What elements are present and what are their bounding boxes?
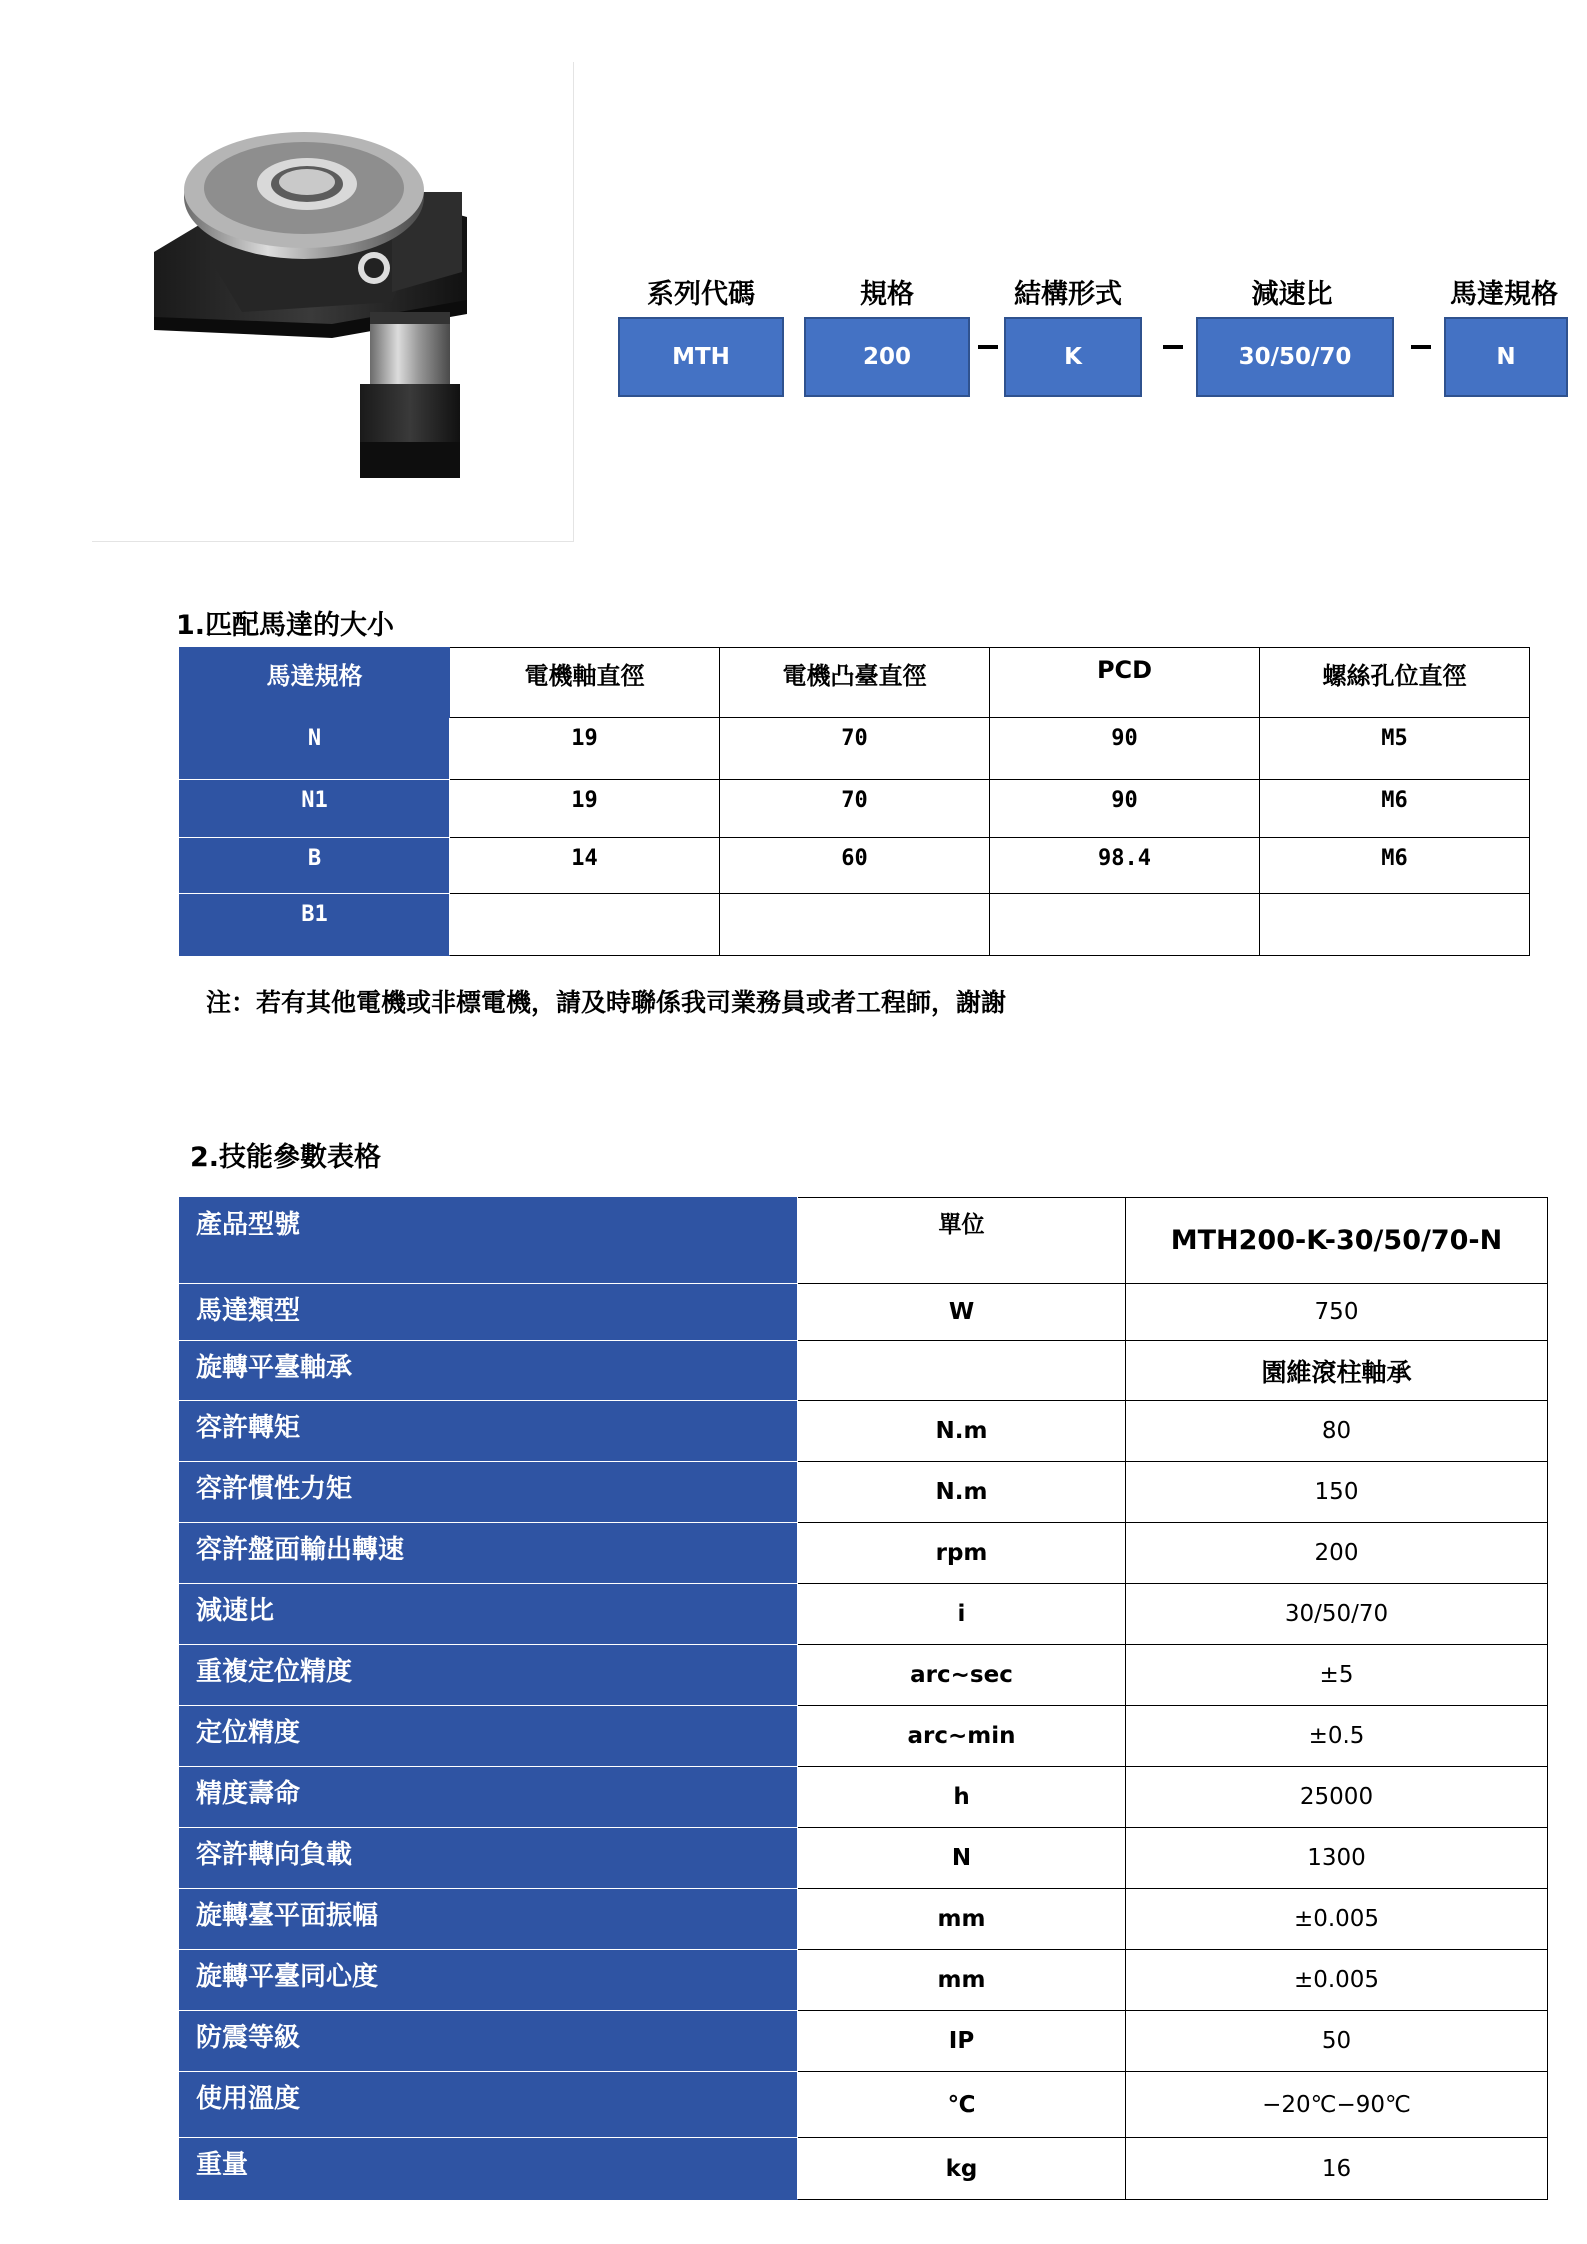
cell-shaft: 19 <box>450 718 720 780</box>
spec-unit: rpm <box>798 1523 1126 1584</box>
cell-screw: M6 <box>1260 838 1530 894</box>
row-motor-spec: B <box>180 838 450 894</box>
spec-value: ±0.5 <box>1126 1706 1548 1767</box>
cell-shaft: 14 <box>450 838 720 894</box>
header-motor-spec: 馬達規格 <box>180 648 450 718</box>
spec-table <box>179 1197 1548 2200</box>
cell-shaft: 19 <box>450 780 720 838</box>
spec-unit: W <box>798 1284 1126 1341</box>
spec-unit: arc~sec <box>798 1645 1126 1706</box>
code-box-ratio: 30/50/70 <box>1196 317 1394 397</box>
spec-unit: i <box>798 1584 1126 1645</box>
spec-value: 25000 <box>1126 1767 1548 1828</box>
spec-unit: h <box>798 1767 1126 1828</box>
spec-unit: ℃ <box>798 2072 1126 2138</box>
table-row <box>180 1950 1548 2011</box>
spec-name: 旋轉臺平面振幅 <box>180 1889 798 1950</box>
spec-value: −20℃−90℃ <box>1126 2072 1548 2138</box>
header-unit: 單位 <box>798 1198 1126 1284</box>
row-motor-spec: B1 <box>180 894 450 956</box>
row-motor-spec: N <box>180 718 450 780</box>
table-row <box>180 1284 1548 1341</box>
spec-name: 定位精度 <box>180 1706 798 1767</box>
table-row <box>180 2011 1548 2072</box>
row-motor-spec: N1 <box>180 780 450 838</box>
cell-pcd: 90 <box>990 780 1260 838</box>
spec-value: 1300 <box>1126 1828 1548 1889</box>
spec-value: 150 <box>1126 1462 1548 1523</box>
cell-screw: M5 <box>1260 718 1530 780</box>
cell-shaft <box>450 894 720 956</box>
motor-size-table <box>179 647 1530 956</box>
section2-title: 2.技能參數表格 <box>190 1142 382 1173</box>
table-row <box>180 1584 1548 1645</box>
spec-value: ±0.005 <box>1126 1950 1548 2011</box>
table-row <box>180 718 1530 780</box>
spec-unit: kg <box>798 2138 1126 2200</box>
cell-boss: 70 <box>720 780 990 838</box>
spec-name: 減速比 <box>180 1584 798 1645</box>
spec-value: 750 <box>1126 1284 1548 1341</box>
header-product-model: 產品型號 <box>180 1198 798 1284</box>
spec-unit: IP <box>798 2011 1126 2072</box>
section1-title: 1.匹配馬達的大小 <box>176 610 395 641</box>
spec-unit: N.m <box>798 1462 1126 1523</box>
spec-value: 園維滾柱軸承 <box>1126 1341 1548 1401</box>
spec-value: 16 <box>1126 2138 1548 2200</box>
table-row <box>180 1828 1548 1889</box>
code-dash <box>978 345 998 349</box>
code-box-spec: 200 <box>804 317 970 397</box>
code-dash <box>1163 345 1183 349</box>
cell-boss: 70 <box>720 718 990 780</box>
spec-value: 80 <box>1126 1401 1548 1462</box>
table-row <box>180 780 1530 838</box>
header-screw-diameter: 螺絲孔位直徑 <box>1260 648 1530 718</box>
spec-unit: mm <box>798 1889 1126 1950</box>
table-header-row <box>180 648 1530 718</box>
code-label-series: 系列代碼 <box>647 279 755 310</box>
code-box-motor: N <box>1444 317 1568 397</box>
spec-unit: arc~min <box>798 1706 1126 1767</box>
code-label-ratio: 減速比 <box>1251 279 1333 310</box>
table-row <box>180 2072 1548 2138</box>
spec-value: ±5 <box>1126 1645 1548 1706</box>
spec-name: 旋轉平臺同心度 <box>180 1950 798 2011</box>
cell-boss <box>720 894 990 956</box>
spec-name: 防震等級 <box>180 2011 798 2072</box>
table-row <box>180 2138 1548 2200</box>
table-row <box>180 1462 1548 1523</box>
spec-value: 200 <box>1126 1523 1548 1584</box>
spec-value: ±0.005 <box>1126 1889 1548 1950</box>
header-model-number: MTH200-K-30/50/70-N <box>1126 1198 1548 1284</box>
spec-value: 50 <box>1126 2011 1548 2072</box>
spec-name: 精度壽命 <box>180 1767 798 1828</box>
spec-name: 重複定位精度 <box>180 1645 798 1706</box>
table-row <box>180 1889 1548 1950</box>
spec-unit: mm <box>798 1950 1126 2011</box>
cell-pcd: 98.4 <box>990 838 1260 894</box>
table-row <box>180 894 1530 956</box>
table-row <box>180 1523 1548 1584</box>
code-box-structure: K <box>1004 317 1142 397</box>
spec-name: 容許盤面輸出轉速 <box>180 1523 798 1584</box>
spec-name: 容許轉向負載 <box>180 1828 798 1889</box>
cell-pcd: 90 <box>990 718 1260 780</box>
header-shaft-diameter: 電機軸直徑 <box>450 648 720 718</box>
product-image <box>92 62 574 542</box>
table-row <box>180 1706 1548 1767</box>
spec-name: 重量 <box>180 2138 798 2200</box>
spec-unit: N <box>798 1828 1126 1889</box>
code-label-motor: 馬達規格 <box>1450 279 1558 310</box>
table-row <box>180 1767 1548 1828</box>
code-label-structure: 結構形式 <box>1014 279 1122 310</box>
cell-screw <box>1260 894 1530 956</box>
spec-name: 容許轉矩 <box>180 1401 798 1462</box>
table-row <box>180 838 1530 894</box>
table-row <box>180 1341 1548 1401</box>
spec-unit: N.m <box>798 1401 1126 1462</box>
spec-value: 30/50/70 <box>1126 1584 1548 1645</box>
code-dash <box>1411 345 1431 349</box>
table-row <box>180 1401 1548 1462</box>
spec-name: 馬達類型 <box>180 1284 798 1341</box>
spec-header-row <box>180 1198 1548 1284</box>
spec-name: 旋轉平臺軸承 <box>180 1341 798 1401</box>
spec-name: 使用溫度 <box>180 2072 798 2138</box>
cell-pcd <box>990 894 1260 956</box>
code-box-series: MTH <box>618 317 784 397</box>
code-label-spec: 規格 <box>860 279 914 310</box>
note-text: 注：若有其他電機或非標電機，請及時聯係我司業務員或者工程師，謝謝 <box>206 988 1007 1017</box>
cell-boss: 60 <box>720 838 990 894</box>
spec-unit <box>798 1341 1126 1401</box>
header-pcd: PCD <box>990 648 1260 718</box>
spec-name: 容許慣性力矩 <box>180 1462 798 1523</box>
table-row <box>180 1645 1548 1706</box>
cell-screw: M6 <box>1260 780 1530 838</box>
header-boss-diameter: 電機凸臺直徑 <box>720 648 990 718</box>
rotary-table-reducer-photo <box>92 62 574 542</box>
